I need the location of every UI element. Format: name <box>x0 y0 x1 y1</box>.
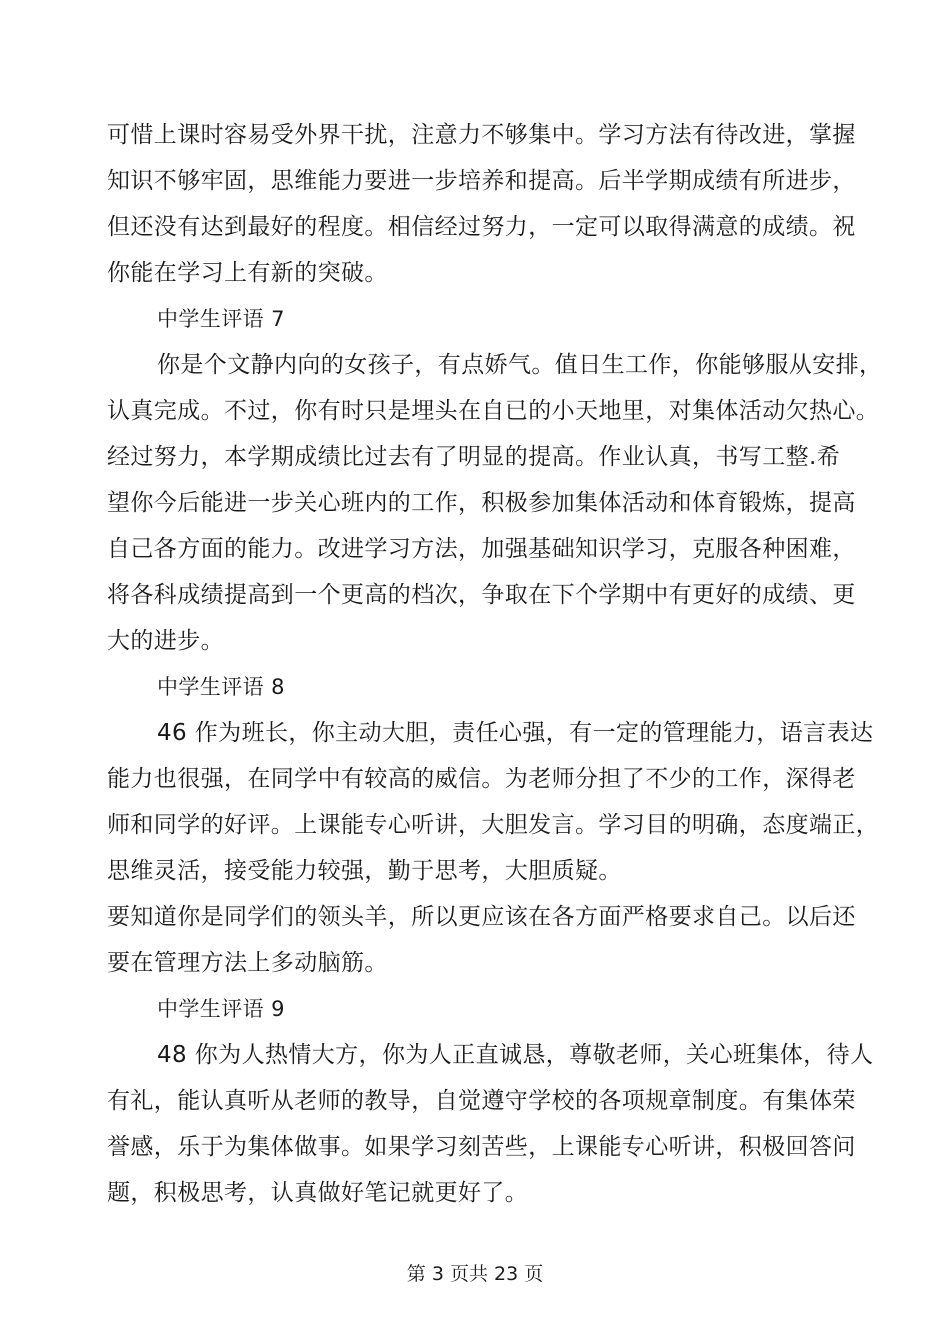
body-text-line: 经过努力，本学期成绩比过去有了明显的提高。作业认真，书写工整.希 <box>107 444 841 470</box>
body-text-line: 自己各方面的能力。改进学习方法，加强基础知识学习，克服各种困难， <box>107 536 856 562</box>
body-text-line: 誉感，乐于为集体做事。如果学习刻苦些，上课能专心听讲，积极回答问 <box>107 1134 856 1160</box>
body-text-line: 你能在学习上有新的突破。 <box>107 260 388 286</box>
body-text-line: 望你今后能进一步关心班内的工作，积极参加集体活动和体育锻炼，提高 <box>107 490 856 516</box>
body-text-line: 要在管理方法上多动脑筋。 <box>107 950 388 976</box>
body-text-line: 能力也很强，在同学中有较高的威信。为老师分担了不少的工作，深得老 <box>107 766 856 792</box>
body-text-line: 将各科成绩提高到一个更高的档次，争取在下个学期中有更好的成绩、更 <box>107 582 856 608</box>
body-text-line: 有礼，能认真听从老师的教导，自觉遵守学校的各项规章制度。有集体荣 <box>107 1088 856 1114</box>
body-text-line: 知识不够牢固，思维能力要进一步培养和提高。后半学期成绩有所进步， <box>107 168 856 194</box>
body-text-line: 可惜上课时容易受外界干扰，注意力不够集中。学习方法有待改进，掌握 <box>107 122 856 148</box>
body-text-line: 认真完成。不过，你有时只是埋头在自已的小天地里，对集体活动欠热心。 <box>107 398 880 424</box>
body-text-line: 你是个文静内向的女孩子，有点娇气。值日生工作，你能够服从安排， <box>157 352 883 378</box>
section-heading: 中学生评语 8 <box>157 675 285 699</box>
body-text-line: 大的进步。 <box>107 628 224 654</box>
body-text-line: 师和同学的好评。上课能专心听讲，大胆发言。学习目的明确，态度端正， <box>107 812 880 838</box>
body-text-line: 要知道你是同学们的领头羊，所以更应该在各方面严格要求自己。以后还 <box>107 904 856 930</box>
body-text-line: 48 你为人热情大方，你为人正直诚恳，尊敬老师，关心班集体，待人 <box>157 1042 874 1068</box>
page-number-footer: 第 3 页共 23 页 <box>406 1263 544 1285</box>
section-heading: 中学生评语 9 <box>157 997 285 1021</box>
body-text-line: 但还没有达到最好的程度。相信经过努力，一定可以取得满意的成绩。祝 <box>107 214 856 240</box>
body-text-line: 题，积极思考，认真做好笔记就更好了。 <box>107 1180 529 1206</box>
section-heading: 中学生评语 7 <box>157 307 285 331</box>
body-text-line: 46 作为班长，你主动大胆，责任心强，有一定的管理能力，语言表达 <box>157 720 874 746</box>
body-text-line: 思维灵活，接受能力较强，勤于思考，大胆质疑。 <box>107 858 622 884</box>
